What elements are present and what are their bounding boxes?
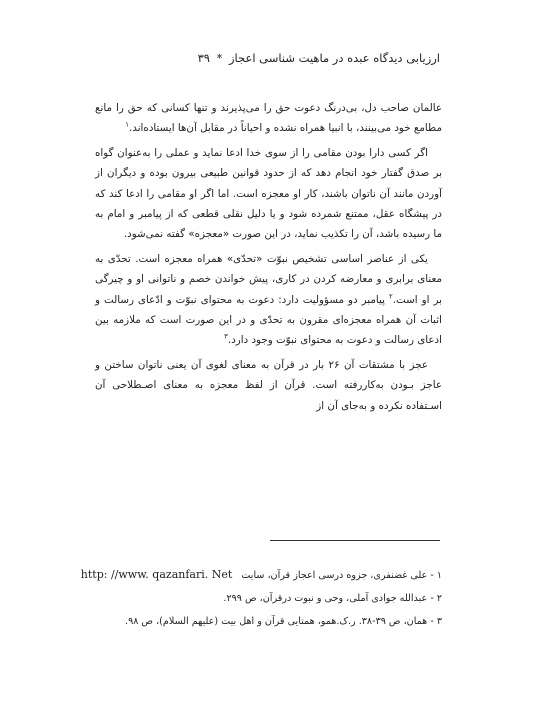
footnote-text: همان، ص ۳۹-۳۸. ر.ک.همو، همتایی قرآن و اهل بیت (علیهم السلام)، ص ۹۸.: [125, 616, 428, 627]
footnote-ref: ۳: [224, 333, 228, 342]
footnote: [95, 587, 442, 610]
footnote-dash: -: [430, 570, 434, 581]
paragraph: [95, 143, 442, 245]
page-number: ۳۹: [197, 51, 210, 65]
header-title: ارزیابی دیدگاه عبده در ماهیت شناسی اعجاز: [228, 51, 440, 65]
paragraph-text: عجز با مشتقات آن ۲۶ بار در قرآن به معنای لغوی آن یعنی ناتوان ساختن و عاجز بـودن به‌کاررفته است. قرآن از لفظ معجزه به معنای اصـطلاحی آن اسـتفاده نکرده و به‌جای آن از: [95, 358, 442, 412]
footnote-text: عبدالله جوادی آملی، وحی و نبوت درقرآن، ص ۲۹۹.: [223, 593, 428, 604]
running-header: [198, 51, 440, 65]
footnotes: [80, 563, 442, 633]
body-text: [95, 98, 442, 420]
footnote-dash: -: [430, 616, 434, 627]
footnote-ref: ۲: [389, 292, 393, 301]
paragraph: [95, 98, 442, 139]
footnote-separator: [270, 540, 440, 541]
footnote-site: http: //www. qazanfari. Net: [80, 568, 233, 581]
paragraph-text: اگر کسی دارا بودن مقامی را از سوی خدا ادعا نماید و عملی را به‌عنوان گواه بر صدق گفتار خود انجام دهد که از حدود قوانین طبیعی بیرون بوده و دیگران از آوردن مانند آن ناتوان باشند، کار او معجزه است. اما اگر او مقامی را ادعا کند که در پیشگاه عقل، ممتنع شمرده شود و یا دلیل نقلی قطعی که از پیامبر و امام به ما رسیده باشد، آن را تکذیب نماید، در این صورت «معجزه» گفته نمی‌شود.: [95, 146, 442, 241]
paragraph-text: عالمان صاحب دل، بی‌درنگ دعوت حق را می‌پذیرند و تنها کسانی که حق را مانع مطامع خود می‌بینند، با انبیا همراه نشده و احیاناً در مقابل آن‌ها ایستاده‌اند.: [95, 102, 442, 135]
footnote-number: ۱: [436, 570, 442, 581]
paragraph: [95, 355, 442, 416]
paragraph: [95, 249, 442, 351]
footnote-ref: ۱: [125, 120, 130, 129]
footnote-number: ۲: [436, 593, 442, 604]
footnote: [80, 563, 442, 587]
footnote-number: ۳: [436, 616, 442, 627]
footnote-text: علی غضنفری، جزوه درسی اعجاز قرآن، سایت: [241, 570, 428, 581]
paragraph-text: پیامبر دو مسؤولیت دارد: دعوت به محتوای نبوّت و ادّعای رسالت و اثبات آن همراه معجزه‌ای مقرون به تحدّی و در این صورت است که ملازمه بین ادعای رسالت و دعوت به محتوای نبوّت وجود دارد.: [95, 293, 442, 347]
paragraph-text: یکی از عناصر اساسی تشخیص نبوّت «تحدّی» همراه معجزه است. تحدّی به معنای برابری و معارضه کردن در کاری، پیش خواندن خصم و ناتوانی او و چیرگی بر او است.: [95, 252, 442, 306]
footnote-dash: -: [430, 593, 434, 604]
footnote: [95, 610, 442, 633]
header-star: *: [216, 51, 223, 65]
